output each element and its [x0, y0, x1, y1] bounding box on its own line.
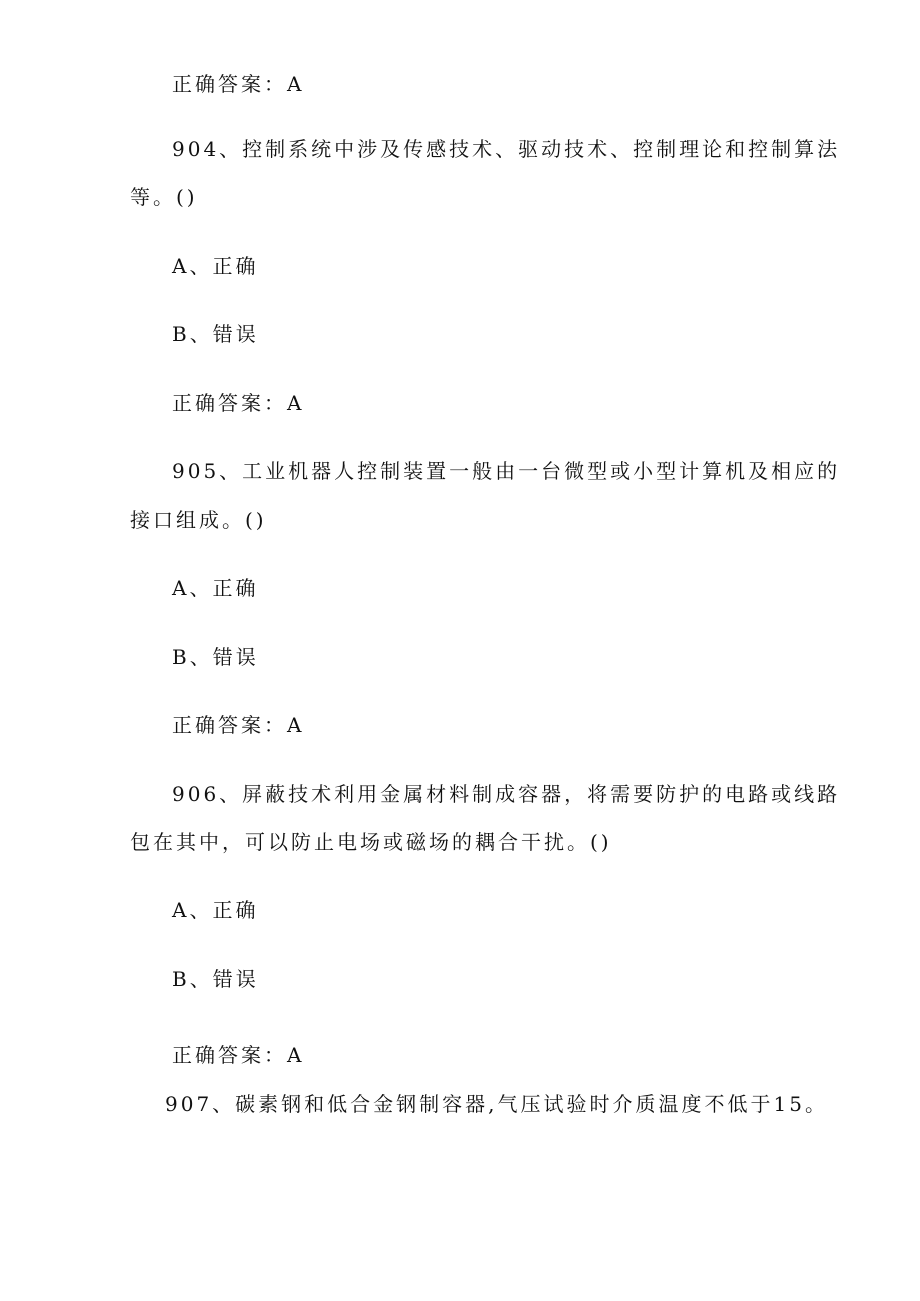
question-907-line1: 907、碳素钢和低合金钢制容器,气压试验时介质温度不低于15。 [165, 1092, 828, 1116]
answer-905: 正确答案：A [172, 713, 305, 737]
question-906-option-b: B、错误 [172, 967, 259, 991]
question-906-line1: 906、屏蔽技术利用金属材料制成容器，将需要防护的电路或线路 [172, 782, 841, 806]
question-905-line1: 905、工业机器人控制装置一般由一台微型或小型计算机及相应的 [172, 459, 841, 483]
answer-906: 正确答案：A [172, 1043, 305, 1067]
question-905-option-a: A、正确 [172, 576, 259, 600]
question-904-option-a: A、正确 [172, 254, 259, 278]
question-905-line2: 接口组成。() [130, 508, 267, 532]
question-905-option-b: B、错误 [172, 645, 259, 669]
answer-903: 正确答案：A [172, 72, 305, 96]
answer-904: 正确答案：A [172, 391, 305, 415]
question-906-option-a: A、正确 [172, 898, 259, 922]
question-906-line2: 包在其中，可以防止电场或磁场的耦合干扰。() [130, 830, 612, 854]
question-904-line1: 904、控制系统中涉及传感技术、驱动技术、控制理论和控制算法 [172, 137, 841, 161]
question-904-line2: 等。() [130, 185, 198, 209]
question-904-option-b: B、错误 [172, 322, 259, 346]
